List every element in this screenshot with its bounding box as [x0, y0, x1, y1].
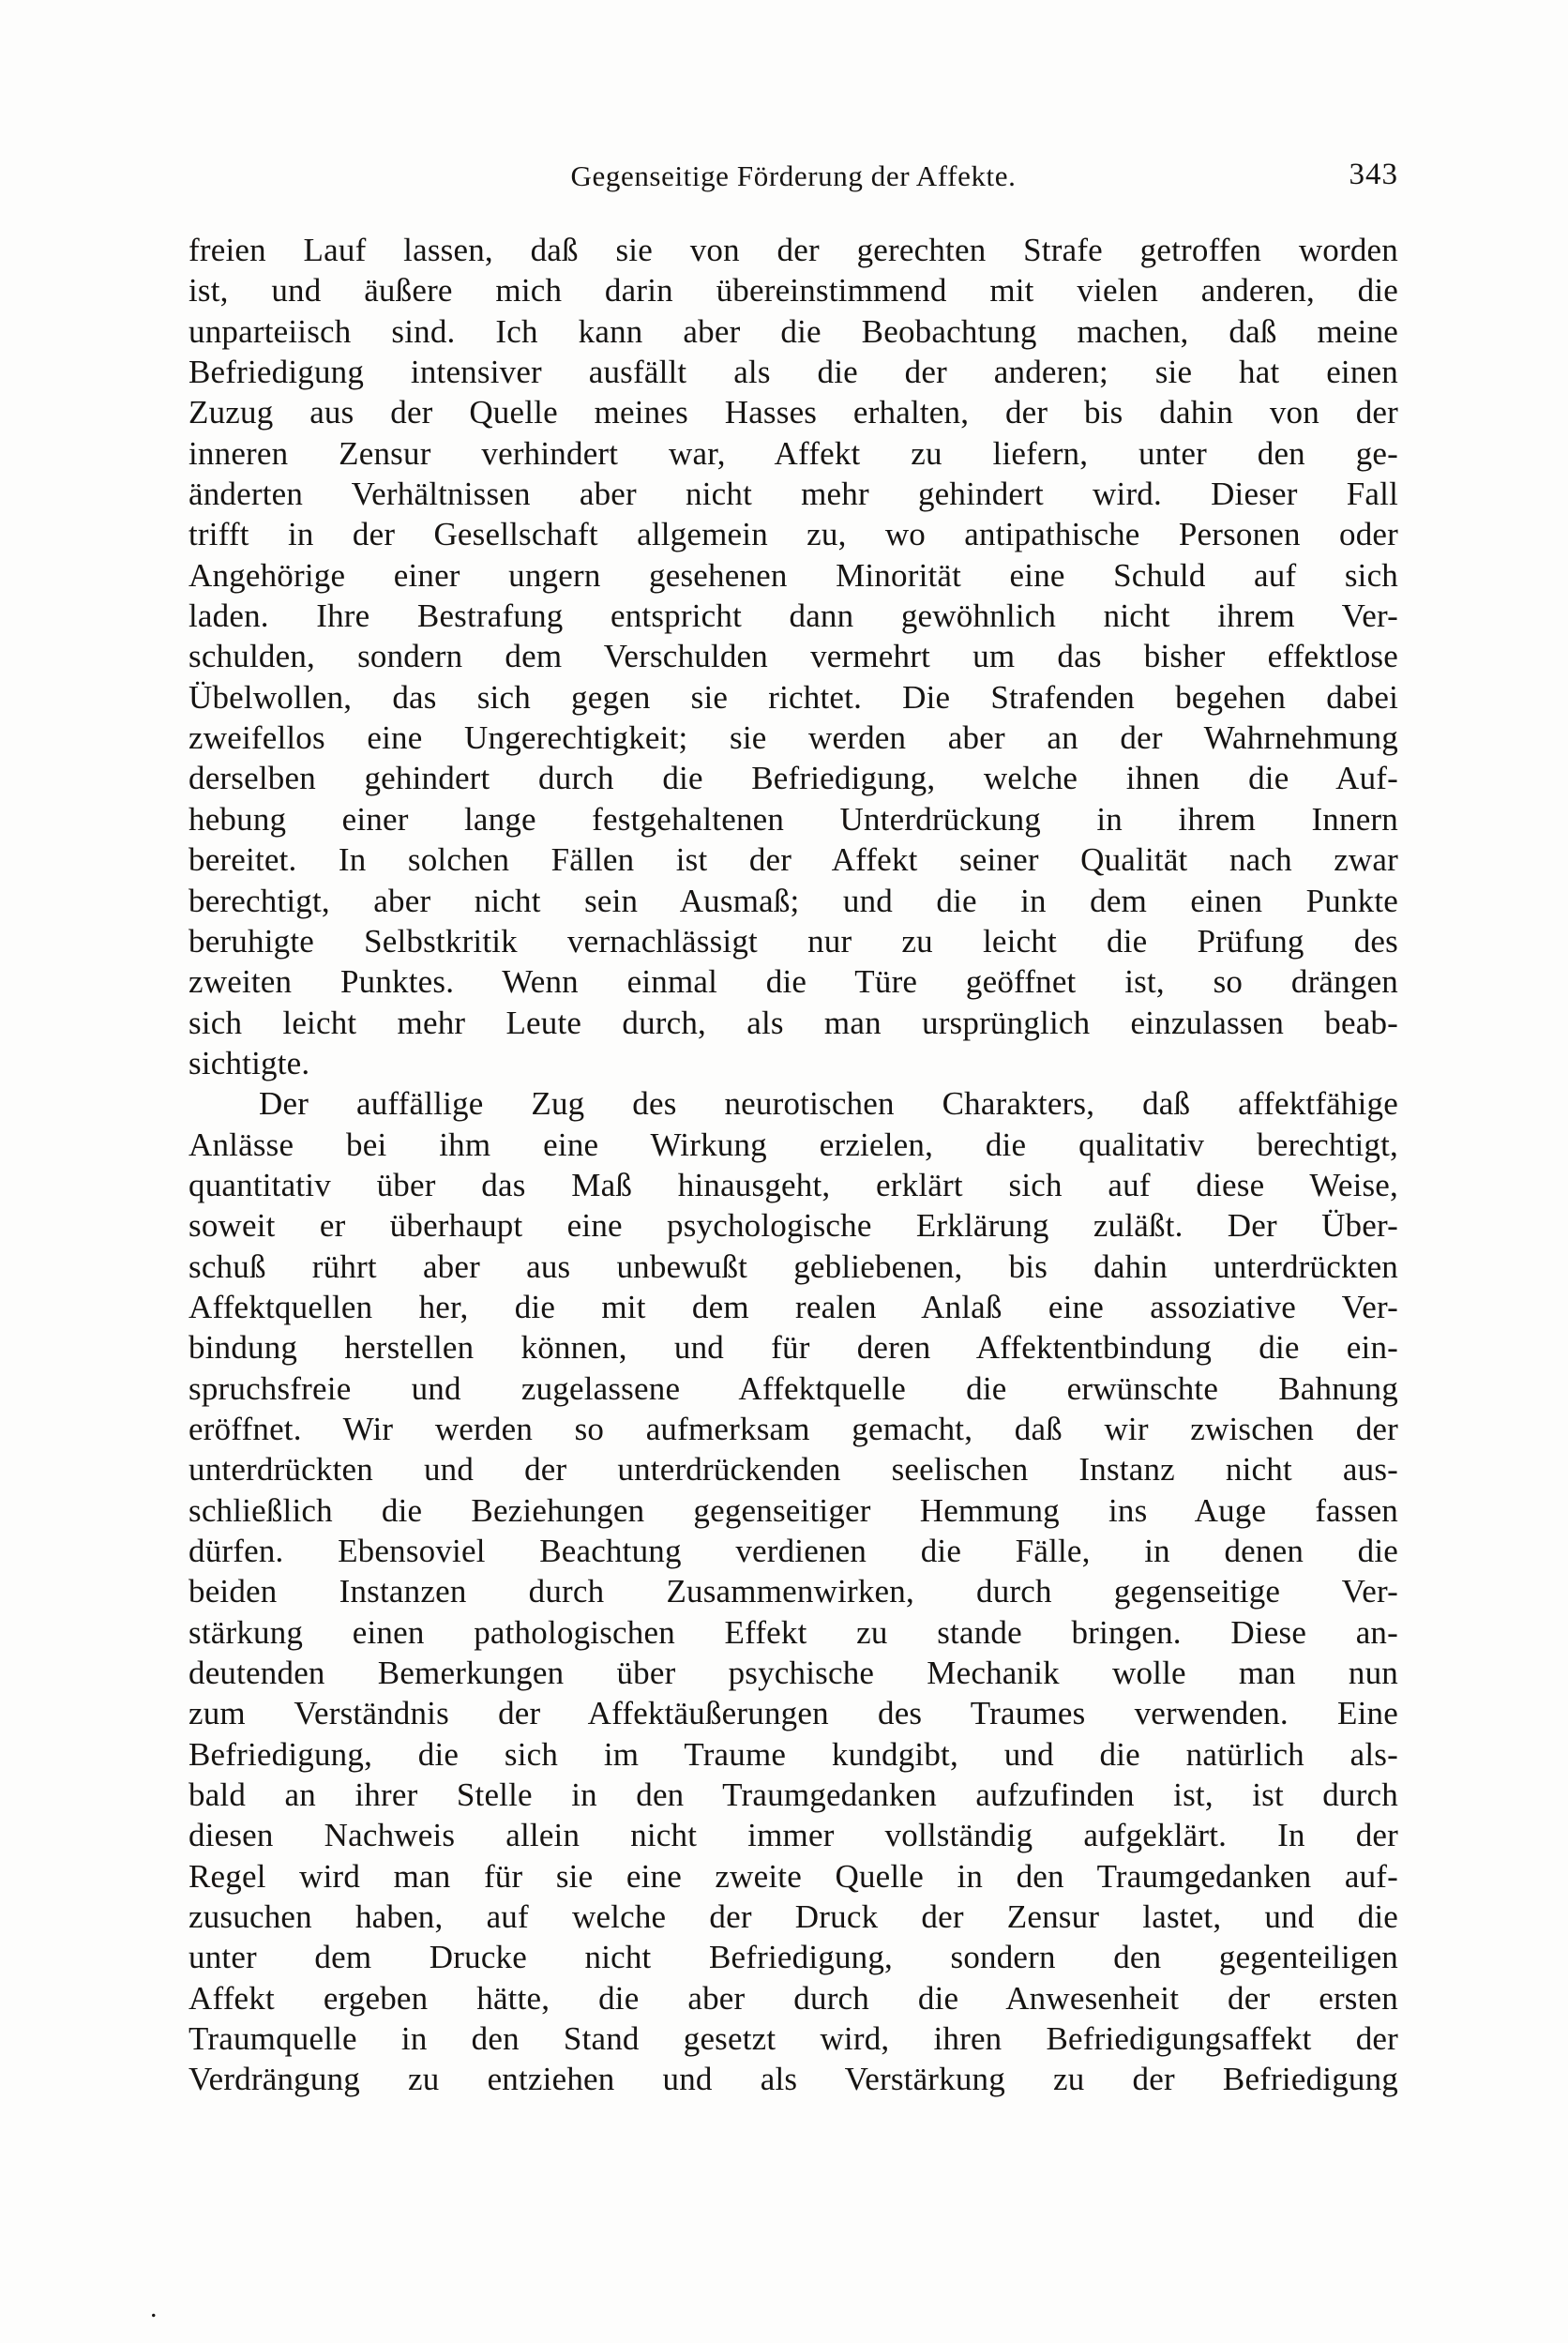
text-line: unparteiisch sind. Ich kann aber die Beobachtung machen, daß meine — [188, 312, 1398, 350]
text-line: trifft in der Gesellschaft allgemein zu, wo antipathische Personen oder — [188, 516, 1398, 553]
text-line: hebung einer lange festgehaltenen Unterdrückung in ihrem Innern — [188, 800, 1398, 838]
page-number: 343 — [1349, 158, 1398, 191]
text-line: Affekt ergeben hätte, die aber durch die Anwesenheit der ersten — [188, 1979, 1398, 2017]
text-line: Angehörige einer ungern gesehenen Minorität eine Schuld auf sich — [188, 556, 1398, 594]
text-line: beiden Instanzen durch Zusammenwirken, durch gegenseitige Ver- — [188, 1573, 1398, 1610]
text-line: schließlich die Beziehungen gegenseitiger Hemmung ins Auge fassen — [188, 1491, 1398, 1529]
text-line: dürfen. Ebensoviel Beachtung verdienen die Fälle, in denen die — [188, 1533, 1398, 1569]
text-line: Regel wird man für sie eine zweite Quelle in den Traumgedanken auf- — [188, 1857, 1398, 1895]
text-line: Der auffällige Zug des neurotischen Charakters, daß affektfähige — [259, 1085, 1398, 1123]
text-line: zweiten Punktes. Wenn einmal die Türe geöffnet ist, so drängen — [188, 963, 1398, 1001]
text-line: unter dem Drucke nicht Befriedigung, sondern den gegenteiligen — [188, 1939, 1398, 1976]
text-line: spruchsfreie und zugelassene Affektquelle die erwünschte Bahnung — [188, 1369, 1398, 1407]
text-line: freien Lauf lassen, daß sie von der gerechten Strafe getroffen worden — [188, 232, 1398, 268]
text-line: derselben gehindert durch die Befriedigung, welche ihnen die Auf- — [188, 760, 1398, 797]
text-line: soweit er überhaupt eine psychologische Erklärung zuläßt. Der Über- — [188, 1207, 1398, 1245]
text-line: zum Verständnis der Affektäußerungen des Traumes verwenden. Eine — [188, 1695, 1398, 1732]
running-head — [188, 159, 1398, 203]
text-line: sichtigte. — [188, 1044, 310, 1081]
text-line: unterdrückten und der unterdrückenden seelischen Instanz nicht aus- — [188, 1451, 1398, 1489]
text-line: schuß rührt aber aus unbewußt gebliebenen, bis dahin unterdrückten — [188, 1247, 1398, 1285]
text-line: stärkung einen pathologischen Effekt zu stande bringen. Diese an- — [188, 1613, 1398, 1651]
ink-speck-artifact: . — [150, 2292, 158, 2323]
text-line: schulden, sondern dem Verschulden vermehrt um das bisher effektlose — [188, 638, 1398, 675]
text-line: Zuzug aus der Quelle meines Hasses erhalten, der bis dahin von der — [188, 394, 1398, 431]
text-line: Verdrängung zu entziehen und als Verstärkung zu der Befriedigung — [188, 2061, 1398, 2098]
text-line: bindung herstellen können, und für deren Affektentbindung die ein- — [188, 1329, 1398, 1367]
text-line: Anlässe bei ihm eine Wirkung erzielen, die qualitativ berechtigt, — [188, 1126, 1398, 1163]
text-line: Befriedigung intensiver ausfällt als die der anderen; sie hat einen — [188, 354, 1398, 391]
text-line: änderten Verhältnissen aber nicht mehr gehindert wird. Dieser Fall — [188, 476, 1398, 513]
text-line: diesen Nachweis allein nicht immer vollständig aufgeklärt. In der — [188, 1817, 1398, 1854]
text-line: zweifellos eine Ungerechtigkeit; sie werden aber an der Wahrnehmung — [188, 719, 1398, 757]
text-line: deutenden Bemerkungen über psychische Mechanik wolle man nun — [188, 1655, 1398, 1692]
text-line: Traumquelle in den Stand gesetzt wird, ihren Befriedigungsaffekt der — [188, 2020, 1398, 2058]
text-line: Affektquellen her, die mit dem realen Anlaß eine assoziative Ver- — [188, 1288, 1398, 1325]
text-line: ist, und äußere mich darin übereinstimmend mit vielen anderen, die — [188, 272, 1398, 310]
page-body — [188, 230, 1398, 2100]
text-line: quantitativ über das Maß hinausgeht, erklärt sich auf diese Weise, — [188, 1166, 1398, 1203]
text-line: Übelwollen, das sich gegen sie richtet. Die Strafenden begehen dabei — [188, 678, 1398, 716]
text-line: zusuchen haben, auf welche der Druck der Zensur lastet, und die — [188, 1898, 1398, 1936]
text-line: bereitet. In solchen Fällen ist der Affekt seiner Qualität nach zwar — [188, 841, 1398, 879]
text-line: sich leicht mehr Leute durch, als man ursprünglich einzulassen beab- — [188, 1004, 1398, 1041]
text-line: berechtigt, aber nicht sein Ausmaß; und die in dem einen Punkte — [188, 882, 1398, 919]
text-line: beruhigte Selbstkritik vernachlässigt nur zu leicht die Prüfung des — [188, 922, 1398, 960]
text-line: laden. Ihre Bestrafung entspricht dann gewöhnlich nicht ihrem Ver- — [188, 597, 1398, 635]
text-line: eröffnet. Wir werden so aufmerksam gemacht, daß wir zwischen der — [188, 1410, 1398, 1447]
text-line: bald an ihrer Stelle in den Traumgedanken aufzufinden ist, ist durch — [188, 1776, 1398, 1814]
running-title: Gegenseitige Förderung der Affekte. — [570, 159, 1017, 192]
text-line: Befriedigung, die sich im Traume kundgibt, und die natürlich als- — [188, 1735, 1398, 1773]
text-line: inneren Zensur verhindert war, Affekt zu liefern, unter den ge- — [188, 434, 1398, 472]
